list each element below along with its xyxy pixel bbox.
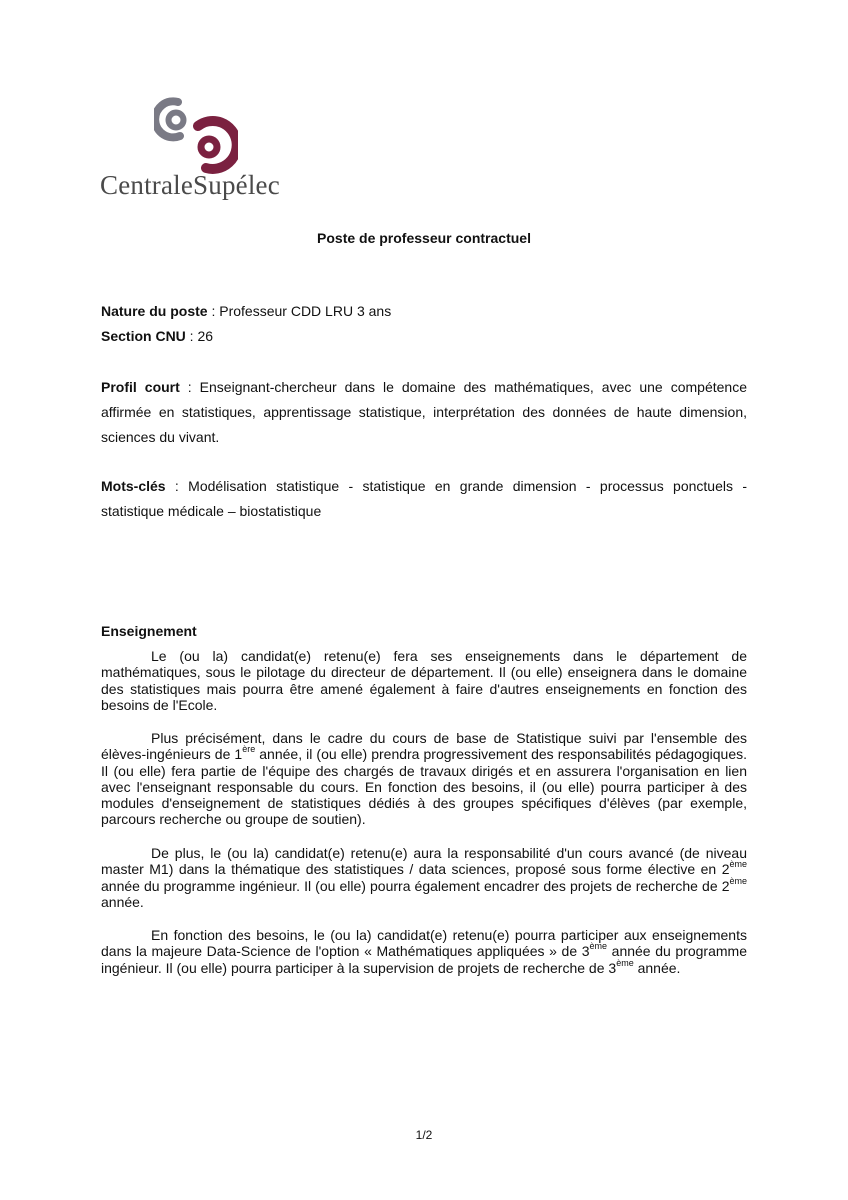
mots-text: Modélisation statistique - statistique en grande dimension - processus ponctuels - statistique médicale – biostatistique: [101, 478, 747, 519]
section-sep: :: [185, 328, 198, 344]
enseignement-para-4: En fonction des besoins, le (ou la) candidat(e) retenu(e) pourra participer aux enseignements dans la majeure Data-Science de l'option « Mathématiques appliquées » de 3ème année du programme ingénieur. Il (ou elle) pourra participer à la supervision de projets de recherche de 3ème année.: [101, 927, 747, 976]
mots-cles: [101, 474, 747, 524]
profil-court: [101, 375, 747, 450]
mots-sep: :: [165, 478, 189, 494]
page-number: 1/2: [415, 1128, 433, 1142]
enseignement-para-3: De plus, le (ou la) candidat(e) retenu(e) aura la responsabilité d'un cours avancé (de niveau master M1) dans la thématique des statistiques / data sciences, proposé sous forme élective en 2ème année du programme ingénieur. Il (ou elle) pourra également encadrer des projets de recherche de 2ème année.: [101, 845, 747, 910]
nature-sep: :: [207, 303, 220, 319]
section-value: 26: [197, 328, 214, 344]
enseignement-para-2: Plus précisément, dans le cadre du cours de base de Statistique suivi par l'ensemble des élèves-ingénieurs de 1ère année, il (ou elle) prendra progressivement des responsabilités pédagogiques. Il (ou elle) fera partie de l'équipe des chargés de travaux dirigés et en assurera l'organisation en lien avec l'enseignant responsable du cours. En fonction des besoins, il (ou elle) pourra participer à des modules d'enseignement de statistiques dédiés à des groupes spécifiques d'élèves (par exemple, parcours recherche ou groupe de soutien).: [101, 730, 747, 828]
enseignement-para-1: Le (ou la) candidat(e) retenu(e) fera ses enseignements dans le département de mathématiques, sous le pilotage du directeur de département. Il (ou elle) enseignera dans le domaine des statistiques mais pourra être amené également à faire d'autres enseignements en fonction des besoins de l'Ecole.: [101, 648, 747, 713]
superscript: ème: [616, 957, 634, 968]
superscript: ère: [242, 744, 256, 755]
mots-label: Mots-clés: [101, 478, 166, 494]
nature-du-poste: [101, 303, 391, 319]
page-title: Poste de professeur contractuel: [317, 230, 531, 246]
superscript: ème: [729, 875, 747, 886]
nature-value: Professeur CDD LRU 3 ans: [219, 303, 392, 319]
nature-label: Nature du poste: [101, 303, 208, 319]
enseignement-heading: Enseignement: [101, 623, 197, 639]
centralesupelec-logo: [100, 96, 320, 206]
superscript: ème: [589, 941, 608, 952]
profil-sep: :: [179, 379, 200, 395]
logo-mark-icon: [154, 96, 238, 174]
profil-text: Enseignant-chercheur dans le domaine des mathématiques, avec une compétence affirmée en statistiques, apprentissage statistique, interprétation des données de haute dimension, sciences du vivant.: [101, 379, 747, 445]
logo-text: CentraleSupélec: [100, 170, 280, 200]
superscript: ème: [729, 859, 747, 870]
section-label: Section CNU: [101, 328, 186, 344]
profil-label: Profil court: [101, 379, 180, 395]
section-cnu: [101, 328, 213, 344]
